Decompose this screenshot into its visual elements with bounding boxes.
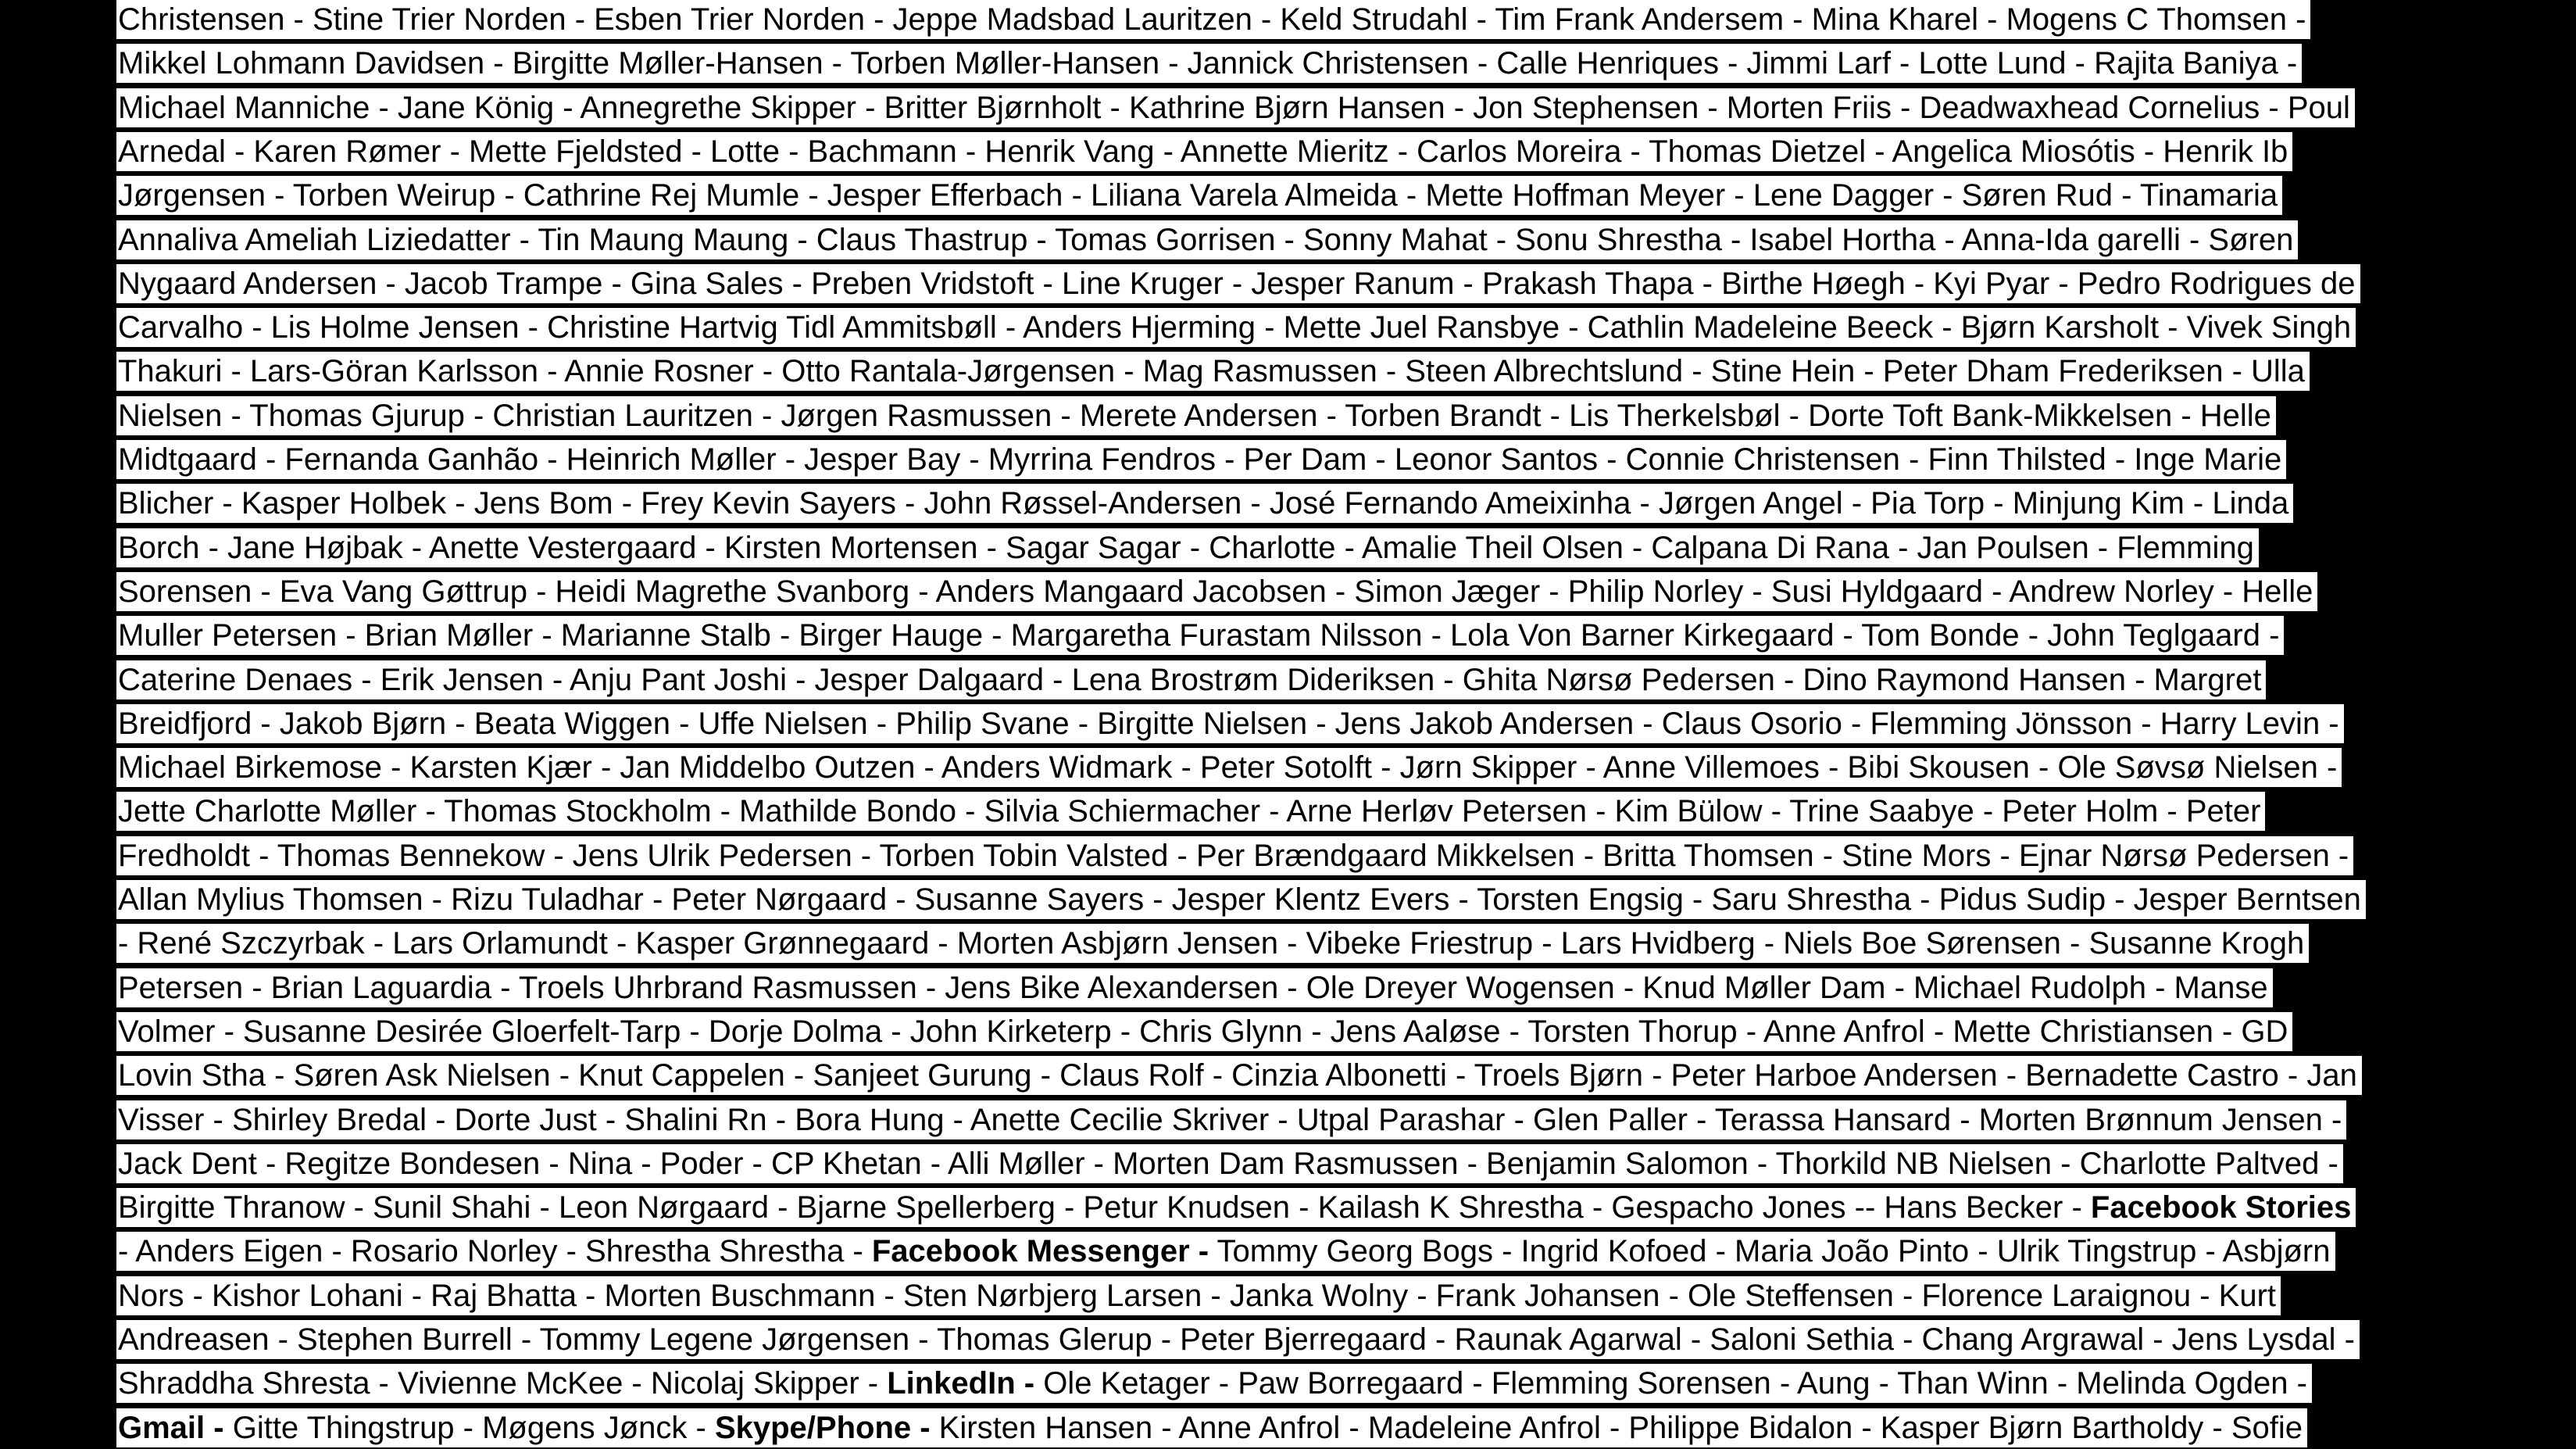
line-text: Sorensen - Eva Vang Gøttrup - Heidi Magrethe Svanborg - Anders Mangaard Jacobsen - Simon Jæger - Philip Norley - Susi Hyldgaard - Andrew Norley - Helle bbox=[118, 574, 2313, 609]
text-line bbox=[116, 264, 2360, 303]
line-text: Shraddha Shresta - Vivienne McKee - Nicolaj Skipper - bbox=[118, 1366, 888, 1401]
text-line bbox=[116, 572, 2317, 611]
section-heading: Facebook Stories bbox=[2090, 1190, 2352, 1225]
line-text: Petersen - Brian Laguardia - Troels Uhrbrand Rasmussen - Jens Bike Alexandersen - Ole Dreyer Wogensen - Knud Møller Dam - Michael Rudolph - Manse bbox=[118, 970, 2268, 1005]
section-heading: Gmail - bbox=[118, 1410, 224, 1445]
text-line bbox=[116, 176, 2282, 215]
line-text: Christensen - Stine Trier Norden - Esben Trier Norden - Jeppe Madsbad Lauritzen - Keld Strudahl - Tim Frank Andersem - Mina Kharel - Mogens C Thomsen - bbox=[118, 2, 2306, 37]
text-line bbox=[116, 660, 2266, 699]
line-text: Thakuri - Lars-Göran Karlsson - Annie Rosner - Otto Rantala-Jørgensen - Mag Rasmussen - Steen Albrechtslund - Stine Hein - Peter Dham Frederiksen - Ulla bbox=[118, 354, 2305, 389]
text-line bbox=[116, 308, 2356, 347]
text-line bbox=[116, 1188, 2356, 1227]
credits-document bbox=[116, 0, 2499, 1449]
line-text: Michael Manniche - Jane König - Annegrethe Skipper - Britter Bjørnholt - Kathrine Bjørn Hansen - Jon Stephensen - Morten Friis - Deadwaxhead Cornelius - Poul bbox=[118, 90, 2350, 125]
line-text: Nygaard Andersen - Jacob Trampe - Gina Sales - Preben Vridstoft - Line Kruger - Jesper Ranum - Prakash Thapa - Birthe Høegh - Kyi Pyar - Pedro Rodrigues de bbox=[118, 266, 2356, 301]
text-line bbox=[116, 1276, 2281, 1315]
line-text: Caterine Denaes - Erik Jensen - Anju Pant Joshi - Jesper Dalgaard - Lena Brostrøm Dideriksen - Ghita Nørsø Pedersen - Dino Raymond Hansen - Margret bbox=[118, 662, 2262, 697]
text-line bbox=[116, 88, 2355, 127]
line-text: Jørgensen - Torben Weirup - Cathrine Rej Mumle - Jesper Efferbach - Liliana Varela Almeida - Mette Hoffman Meyer - Lene Dagger - Søren Rud - Tinamaria bbox=[118, 178, 2278, 213]
text-line bbox=[116, 44, 2302, 83]
line-text: Volmer - Susanne Desirée Gloerfelt-Tarp - Dorje Dolma - John Kirketerp - Chris Glynn - Jens Aaløse - Torsten Thorup - Anne Anfrol - Mette Christiansen - GD bbox=[118, 1014, 2288, 1049]
line-text: Ole Ketager - Paw Borregaard - Flemming Sorensen - Aung - Than Winn - Melinda Ogden - bbox=[1034, 1366, 2307, 1401]
text-line bbox=[116, 1232, 2335, 1271]
line-text: Borch - Jane Højbak - Anette Vestergaard - Kirsten Mortensen - Sagar Sagar - Charlotte - Amalie Theil Olsen - Calpana Di Rana - Jan Poulsen - Flemming bbox=[118, 530, 2254, 565]
text-line bbox=[116, 836, 2353, 875]
line-text: Gitte Thingstrup - Møgens Jønck - bbox=[223, 1410, 715, 1445]
text-line bbox=[116, 0, 2310, 39]
line-text: Jack Dent - Regitze Bondesen - Nina - Poder - CP Khetan - Alli Møller - Morten Dam Rasmussen - Benjamin Salomon - Thorkild NB Nielsen - Charlotte Paltved - bbox=[118, 1146, 2338, 1181]
text-line bbox=[116, 1144, 2343, 1183]
text-line bbox=[116, 792, 2265, 831]
text-line bbox=[116, 1364, 2312, 1403]
line-text: Michael Birkemose - Karsten Kjær - Jan Middelbo Outzen - Anders Widmark - Peter Sotolft - Jørn Skipper - Anne Villemoes - Bibi Skousen - Ole Søvsø Nielsen - bbox=[118, 750, 2338, 785]
line-text: Andreasen - Stephen Burrell - Tommy Legene Jørgensen - Thomas Glerup - Peter Bjerregaard - Raunak Agarwal - Saloni Sethia - Chang Argrawal - Jens Lysdal - bbox=[118, 1322, 2355, 1357]
line-text: Lovin Stha - Søren Ask Nielsen - Knut Cappelen - Sanjeet Gurung - Claus Rolf - Cinzia Albonetti - Troels Bjørn - Peter Harboe Andersen - Bernadette Castro - Jan bbox=[118, 1058, 2357, 1093]
text-line bbox=[116, 1012, 2292, 1051]
line-text: Nors - Kishor Lohani - Raj Bhatta - Morten Buschmann - Sten Nørbjerg Larsen - Janka Wolny - Frank Johansen - Ole Steffensen - Florence Laraignou - Kurt bbox=[118, 1278, 2277, 1313]
line-text: - Anders Eigen - Rosario Norley - Shrestha Shrestha - bbox=[118, 1234, 872, 1269]
line-text: Nielsen - Thomas Gjurup - Christian Lauritzen - Jørgen Rasmussen - Merete Andersen - Torben Brandt - Lis Therkelsbøl - Dorte Toft Bank-Mikkelsen - Helle bbox=[118, 398, 2271, 433]
line-text: Midtgaard - Fernanda Ganhão - Heinrich Møller - Jesper Bay - Myrrina Fendros - Per Dam - Leonor Santos - Connie Christensen - Finn Thilsted - Inge Marie bbox=[118, 442, 2282, 477]
line-text: Muller Petersen - Brian Møller - Marianne Stalb - Birger Hauge - Margaretha Furastam Nilsson - Lola Von Barner Kirkegaard - Tom Bonde - John Teglgaard - bbox=[118, 618, 2280, 653]
text-line bbox=[116, 616, 2284, 655]
line-text: Arnedal - Karen Rømer - Mette Fjeldsted - Lotte - Bachmann - Henrik Vang - Annette Mieritz - Carlos Moreira - Thomas Dietzel - Angelica Miosótis - Henrik Ib bbox=[118, 134, 2288, 169]
line-text: Mikkel Lohmann Davidsen - Birgitte Møller-Hansen - Torben Møller-Hansen - Jannick Christensen - Calle Henriques - Jimmi Larf - Lotte Lund - Rajita Baniya - bbox=[118, 46, 2298, 81]
line-text: Visser - Shirley Bredal - Dorte Just - Shalini Rn - Bora Hung - Anette Cecilie Skriver - Utpal Parashar - Glen Paller - Terassa Hansard - Morten Brønnum Jensen - bbox=[118, 1102, 2342, 1137]
line-text: Breidfjord - Jakob Bjørn - Beata Wiggen - Uffe Nielsen - Philip Svane - Birgitte Nielsen - Jens Jakob Andersen - Claus Osorio - Flemming Jönsson - Harry Levin - bbox=[118, 706, 2339, 741]
text-line bbox=[116, 440, 2286, 479]
text-line bbox=[116, 1056, 2362, 1095]
line-text: Kirsten Hansen - Anne Anfrol - Madeleine Anfrol - Philippe Bidalon - Kasper Bjørn Bartholdy - Sofie bbox=[930, 1410, 2303, 1445]
line-text: Carvalho - Lis Holme Jensen - Christine Hartvig Tidl Ammitsbøll - Anders Hjerming - Mette Juel Ransbye - Cathlin Madeleine Beeck - Bjørn Karsholt - Vivek Singh bbox=[118, 310, 2352, 345]
text-line bbox=[116, 1320, 2360, 1359]
line-text: Annaliva Ameliah Liziedatter - Tin Maung Maung - Claus Thastrup - Tomas Gorrisen - Sonny Mahat - Sonu Shrestha - Isabel Hortha - Anna-Ida garelli - Søren bbox=[118, 222, 2294, 257]
line-text: Fredholdt - Thomas Bennekow - Jens Ulrik Pedersen - Torben Tobin Valsted - Per Brændgaard Mikkelsen - Britta Thomsen - Stine Mors - Ejnar Nørsø Pedersen - bbox=[118, 838, 2349, 873]
line-text: Blicher - Kasper Holbek - Jens Bom - Frey Kevin Sayers - John Røssel-Andersen - José Fernando Ameixinha - Jørgen Angel - Pia Torp - Minjung Kim - Linda bbox=[118, 486, 2289, 521]
line-text: Birgitte Thranow - Sunil Shahi - Leon Nørgaard - Bjarne Spellerberg - Petur Knudsen - Kailash K Shrestha - Gespacho Jones -- Hans Becker - bbox=[118, 1190, 2091, 1225]
text-line bbox=[116, 220, 2298, 259]
section-heading: Skype/Phone - bbox=[714, 1410, 931, 1445]
text-line bbox=[116, 1100, 2346, 1140]
text-line bbox=[116, 528, 2259, 567]
text-line bbox=[116, 352, 2310, 391]
text-line bbox=[116, 396, 2276, 435]
section-heading: LinkedIn - bbox=[887, 1366, 1035, 1401]
line-text: Tommy Georg Bogs - Ingrid Kofoed - Maria João Pinto - Ulrik Tingstrup - Asbjørn bbox=[1209, 1234, 2331, 1269]
line-text: - René Szczyrbak - Lars Orlamundt - Kasper Grønnegaard - Morten Asbjørn Jensen - Vibeke Friestrup - Lars Hvidberg - Niels Boe Sørensen - Susanne Krogh bbox=[118, 926, 2305, 961]
line-text: Allan Mylius Thomsen - Rizu Tuladhar - Peter Nørgaard - Susanne Sayers - Jesper Klentz Evers - Torsten Engsig - Saru Shrestha - Pidus Sudip - Jesper Berntsen bbox=[118, 882, 2361, 917]
text-line bbox=[116, 132, 2292, 171]
section-heading: Facebook Messenger - bbox=[871, 1234, 1209, 1269]
text-line bbox=[116, 484, 2293, 523]
text-line bbox=[116, 748, 2342, 787]
text-line bbox=[116, 968, 2273, 1007]
text-line bbox=[116, 1408, 2307, 1447]
text-line bbox=[116, 880, 2366, 919]
text-line bbox=[116, 704, 2344, 743]
line-text: Jette Charlotte Møller - Thomas Stockholm - Mathilde Bondo - Silvia Schiermacher - Arne Herløv Petersen - Kim Bülow - Trine Saabye - Peter Holm - Peter bbox=[118, 794, 2261, 829]
text-line bbox=[116, 924, 2309, 963]
